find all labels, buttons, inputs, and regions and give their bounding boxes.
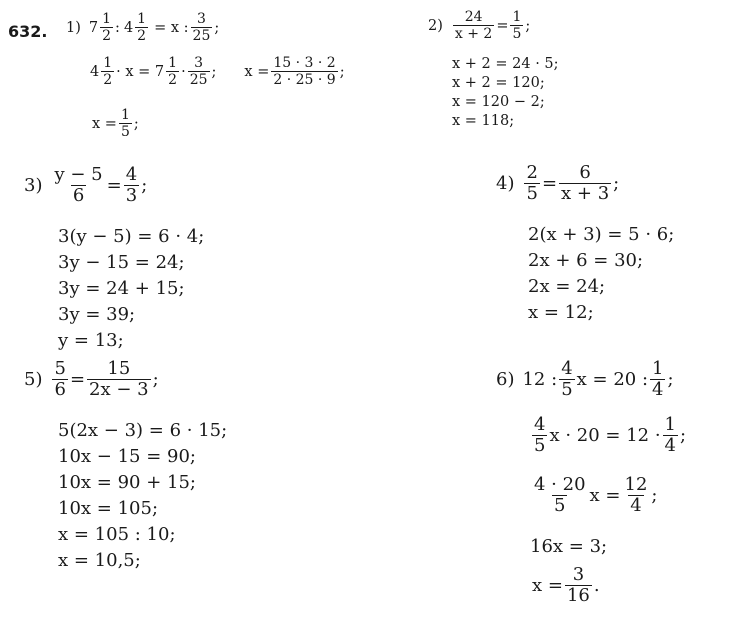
equation-line: x = 118; <box>452 113 515 129</box>
fraction <box>135 12 148 43</box>
problem-number-text: 632. <box>8 22 48 41</box>
numerator: 3 <box>194 55 204 71</box>
equation-text: = x : <box>154 19 189 36</box>
denominator: 2 <box>168 71 178 88</box>
terminator: ; <box>214 19 220 36</box>
fraction <box>271 56 337 87</box>
part4-steps <box>528 222 674 326</box>
mixed-whole: 4 <box>90 63 100 80</box>
mixed-whole: 4 <box>123 19 134 36</box>
denominator: 2 <box>137 27 147 44</box>
fraction <box>124 166 139 206</box>
equation-line: 10x = 90 + 15; <box>58 472 196 493</box>
fraction <box>524 164 539 204</box>
equation-line: 2x = 24; <box>528 276 606 297</box>
numerator: 1 <box>120 107 130 123</box>
numerator: 1 <box>103 55 113 71</box>
fraction <box>623 476 650 516</box>
numerator: 1 <box>168 55 178 71</box>
numerator: 3 <box>196 11 206 27</box>
numerator: 1 <box>664 414 676 435</box>
part4-line1 <box>496 164 619 204</box>
terminator: ; <box>680 425 687 447</box>
fraction <box>559 360 574 400</box>
denominator: 5 <box>534 434 546 456</box>
numerator: 1 <box>102 11 112 27</box>
denominator: 5 <box>526 182 538 204</box>
numerator: 4 <box>125 164 138 185</box>
part6-line5 <box>532 566 600 606</box>
fraction <box>191 12 213 43</box>
numerator: 5 <box>54 358 66 379</box>
numerator: 15 <box>107 358 131 379</box>
terminator: ; <box>613 173 620 195</box>
part6-line1 <box>496 360 674 400</box>
fraction <box>663 416 678 456</box>
equation-line: 3y = 24 + 15; <box>58 278 185 299</box>
denominator: 16 <box>566 584 590 606</box>
equation-line: x = 105 : 10; <box>58 524 176 545</box>
fraction <box>532 416 547 456</box>
equation-line: x = 120 − 2; <box>452 94 545 110</box>
equation-text: x = <box>244 63 270 80</box>
fraction <box>87 360 151 400</box>
part4-label: 4) <box>496 173 515 195</box>
equation-text: x = <box>532 575 563 597</box>
operator: · <box>181 63 186 80</box>
fraction <box>100 12 113 43</box>
equation-text: x = <box>589 485 621 507</box>
numerator: 12 <box>624 474 648 495</box>
terminator: ; <box>133 115 139 132</box>
equation-text: x = <box>92 115 117 132</box>
denominator: x + 3 <box>561 182 610 204</box>
fraction <box>166 56 179 87</box>
denominator: 3 <box>125 184 138 206</box>
equation-line: x = 12; <box>528 302 594 323</box>
fraction <box>52 166 104 206</box>
equation-line: 16x = 3; <box>530 536 608 557</box>
equation-line: 10x = 105; <box>58 498 159 519</box>
denominator: 5 <box>512 25 522 42</box>
denominator: 5 <box>120 123 130 140</box>
part2-line1 <box>428 10 530 41</box>
numerator: 3 <box>572 564 585 585</box>
terminator: ; <box>525 17 531 34</box>
denominator: 6 <box>72 184 85 206</box>
denominator: 6 <box>54 378 66 400</box>
part5-label: 5) <box>24 369 43 391</box>
denominator: 2x − 3 <box>89 378 149 400</box>
equation-line: 2x + 6 = 30; <box>528 250 644 271</box>
fraction <box>52 360 67 400</box>
part3-label: 3) <box>24 175 43 197</box>
equation-line: x = 10,5; <box>58 550 141 571</box>
fraction <box>453 10 494 41</box>
numerator: 4 <box>534 414 546 435</box>
part6-label: 6) <box>496 369 515 391</box>
part1-line2 <box>90 56 345 87</box>
terminator: ; <box>651 485 658 507</box>
operator: = <box>106 175 122 197</box>
part1-line3 <box>92 108 139 139</box>
fraction <box>565 566 592 606</box>
numerator: 2 <box>526 162 538 183</box>
part3-line1 <box>24 166 147 206</box>
numerator: 1 <box>652 358 664 379</box>
fraction <box>532 476 588 516</box>
fraction <box>650 360 665 400</box>
denominator: 5 <box>561 378 573 400</box>
part5-steps <box>58 418 227 574</box>
operator: = <box>541 173 558 195</box>
numerator: 1 <box>137 11 147 27</box>
denominator: 25 <box>189 71 208 88</box>
part5-line1 <box>24 360 159 400</box>
denominator: 25 <box>192 27 211 44</box>
denominator: 2 <box>103 71 113 88</box>
equation-text: x = 20 : <box>576 369 649 391</box>
problem-number <box>8 22 47 41</box>
denominator: 4 <box>630 494 642 516</box>
equation-line: 2(x + 3) = 5 · 6; <box>528 224 675 245</box>
denominator: 2 <box>102 27 112 44</box>
equation-line: 10x − 15 = 90; <box>58 446 196 467</box>
part6-line2 <box>530 416 686 456</box>
denominator: x + 2 <box>454 25 493 42</box>
part2-label: 2) <box>428 17 443 34</box>
fraction <box>559 164 611 204</box>
numerator: 4 <box>561 358 573 379</box>
operator: = <box>496 17 509 34</box>
fraction <box>119 108 132 139</box>
equation-line: y = 13; <box>58 330 124 351</box>
equation-line: 3y = 39; <box>58 304 136 325</box>
numerator: 15 · 3 · 2 <box>273 55 336 71</box>
terminator: ; <box>152 369 159 391</box>
fraction <box>510 10 523 41</box>
mixed-whole: 7 <box>88 19 99 36</box>
operator: : <box>115 19 120 36</box>
part3-steps <box>58 224 204 354</box>
numerator: 24 <box>464 9 483 25</box>
equation-text: 12 : <box>522 369 558 391</box>
terminator: ; <box>667 369 674 391</box>
equation-text: · x = 7 <box>116 63 165 80</box>
fraction <box>101 56 114 87</box>
part1-line1 <box>66 12 219 43</box>
equation-line: x + 2 = 24 · 5; <box>452 56 559 72</box>
operator: = <box>69 369 86 391</box>
equation-line: 3y − 15 = 24; <box>58 252 185 273</box>
numerator: y − 5 <box>54 164 103 185</box>
numerator: 4 · 20 <box>534 474 586 495</box>
terminator: . <box>593 575 600 597</box>
equation-line: 5(2x − 3) = 6 · 15; <box>58 420 228 441</box>
part1-label: 1) <box>66 19 81 36</box>
part6-line4 <box>530 536 607 557</box>
equation-line: 3(y − 5) = 6 · 4; <box>58 226 205 247</box>
numerator: 1 <box>512 9 522 25</box>
denominator: 4 <box>652 378 664 400</box>
equation-text: x · 20 = 12 · <box>549 425 661 447</box>
part6-line3 <box>530 476 657 516</box>
terminator: ; <box>211 63 217 80</box>
terminator: ; <box>339 63 345 80</box>
numerator: 6 <box>579 162 591 183</box>
fraction <box>188 56 210 87</box>
terminator: ; <box>141 175 148 197</box>
part2-steps <box>452 55 559 131</box>
denominator: 2 · 25 · 9 <box>273 71 336 88</box>
equation-line: x + 2 = 120; <box>452 75 545 91</box>
denominator: 4 <box>664 434 676 456</box>
denominator: 5 <box>554 494 566 516</box>
